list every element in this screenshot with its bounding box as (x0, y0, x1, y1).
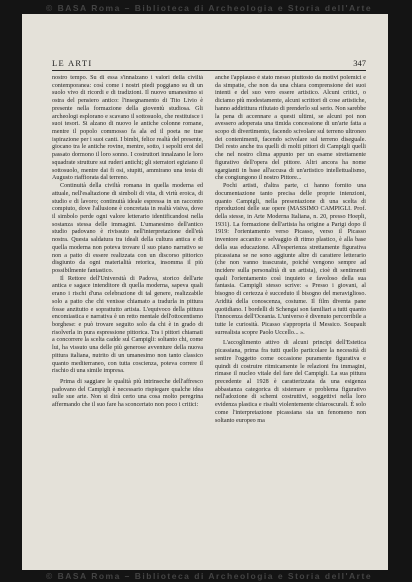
paragraph: nostro tempo. Su di essa s'innalzano i valori della civiltà contemporanea: così come i nostri piedi poggiano su di un suolo vivo di ricordi e di tradizioni. Il nuovo umanesimo si ostra del pensiero antico: l'insegnamento di Tito Livio è presente nella formazione della gioventù studiosa. Gli archeologi esplorano e scavano il sottosuolo, che restituisce i suoi tesori. Si alzano di nuovo le antiche colonne romane, mentre il popolo commosso fa ala ed il poeta ne trae ispirazione per i suoi canti. I bimbi, felice realtà del presente, giocano tra le antiche rovine, mentre, sotto, i sepolti eroi del passato dormono il loro sonno. I costruttori innalzano le loro squadrate strutture sui ruderi antichi; gli sterratori egiziano il sottosuolo, mentre dai fi osi, stupiti, ammirano una testa di Augusto riaffiorata dal terreno. (52, 75, 203, 182)
header-rule (52, 70, 366, 71)
running-header (52, 58, 366, 70)
left-column (52, 75, 203, 555)
paragraph: Pochi artisti, d'altra parte, ci hanno fornito una documentazione tanto precisa delle proprie intenzioni, quanto Campigli, nella presentazione di una scelta di riproduzioni delle sue opere (MASSIMO CAMPIGLI. Prof. della stesse, in Arte Moderna Italiana, n. 20, presso Hoepli, 1931). La formazione dell'artista ha origine a Parigi dopo il 1919: l'orientamento verso Picasso, verso il Picasso inventore accanito e selvaggio di ritmo plastico, è alla base della sua educazione. All'esperienza strettamente figurativa picassiana se ne sono aggiunte altre di carattere letterario (che non vanno trascurate, poiché vengono sempre ad incidere sulla personalità di un artista), cioè di sentimenti quali l'orientamento così inquieto e favoloso della sua fantasia. Campigli stesso scrive: « Presso i giovani, al bisogno di certezza è succeduto il bisogno del meraviglioso. Aridità della conoscenza, costume. Il film diventa pane quotidiano. I bordelli di Schengai son familiari a tutti quanto l'innocenza dell'Oceania. L'universo è divenuto percorribile a tutte le curiosità. Picasso s'appropria il Messico. Soupault surrealista scopre Paolo Uccello... ». (215, 183, 366, 336)
watermark-bottom: © BASA Roma – Biblioteca di Archeologia e Storia dell'Arte (45, 571, 373, 581)
journal-title: LE ARTI (52, 58, 93, 68)
right-column (215, 75, 366, 555)
paragraph: anche l'applauso è stato messo piuttosto da motivi polemici e da simpatie, che non da una chiara comprensione dei suoi intenti e del suo vero essere artistico. Alcuni critici, o diciamo più modestamente, alcuni scrittori di cose artistiche, hanno addirittura rifiutato di prenderlo sul serio. Non sarebbe la pena di accennare a questi ultimi, se alcuni poi non avessero adoperata una timida concessione di un'arte fatta a scopo di divertimento, facendo scivolare sul terreno ultroneo dei contenimenti, facendo scivolare sul terreno diseguale. Del resto anche tra quelli di molti pittori di Campigli quelli che nel nostro clima appunto per un esame strettamente figurativo dell'opera del pittore. Altri ancora ha nome sgargianti in base all'accusa di un'artistico intellettualismo, che congiungono il nostro Pittore... (215, 75, 366, 182)
paragraph: L'accoglimento attivo di alcuni principi dell'Estetica picassiana, prima fra tutti quello particolare la necessità di sentire l'oggetto come occasione puramente figurativa e quindi di costruire ritmicamente le relazioni fra immagini, rimase il nucleo vitale del fare del Campigli. La sua pittura precedente al 1928 è caratterizzata da una esigenza abbastanza categorica di sistemare e problema figurativo nell'adozione di schemi costruttivi, soggettivi nella loro evidenza plastica e risalti violentemente chiaroscurali. È solo come l'interpretazione picassiana sia un fenomeno non soltanto europeo ma (215, 340, 366, 424)
paragraph: Il Rettore dell'Università di Padova, storico dell'arte antica e sagace intenditore di quella moderna, sapeva quali erano i rischi d'una celebrazione di tal genere, realizzabile solo a patto che chi venisse chiamato a tradurla in pittura fosse anzitutto e soprattutto artista. L'equivoco della pittura encomiastica e narrativa è un retto mentale dell'ottocentismo borghese: e può trovare seguito solo da chi è in grado di risolverla in pura espressione pittorica. Tra i pittori chiamati a concorrere la scelta cadde sul Campigli: soltanto chi, come lui, ha vissuto una delle più generose avventure della nuova pittura italiana, nutrito di un umanesimo non tanto classico quanto mediterraneo, con tutta coscienza, poteva correre il rischio di una simile impresa. (52, 275, 203, 375)
paragraph: Continuità della civiltà romana in quella moderna ed attuale, nell'esaltazione di simboli di vita, di virtù eroica, di studio e di lavoro; continuità ideale espressa in un racconto compiuto, dove l'allusione è concretata in realtà visiva, dove il simbolo perde ogni valore letterario identificandosi nella sostanza stessa delle immagini. L'umanesimo dell'antico studio padovano è rivissuto nell'interpretazione dell'età nostra. Questa saldatura tra ideali della cultura antica e di quella moderna non poteva trovare il suo piano narrativo se non a patto di essere realizzata con un discorso pittorico disgiunto da ogni materialità retorica, insomma il più possibilmente fantastico. (52, 183, 203, 274)
document-page (22, 14, 388, 570)
watermark-top: © BASA Roma – Biblioteca di Archeologia e Storia dell'Arte (45, 3, 373, 13)
page-number: 347 (353, 58, 366, 68)
paragraph: Prima di saggiare le qualità più intrinseche dell'affresco padovano del Campigli è necessario rispiegare qualche idea sulle sue arte. Non si dirà certo una cosa molto peregrina affermando che il suo fare ha sconcertato non poco i critici: (52, 379, 203, 409)
